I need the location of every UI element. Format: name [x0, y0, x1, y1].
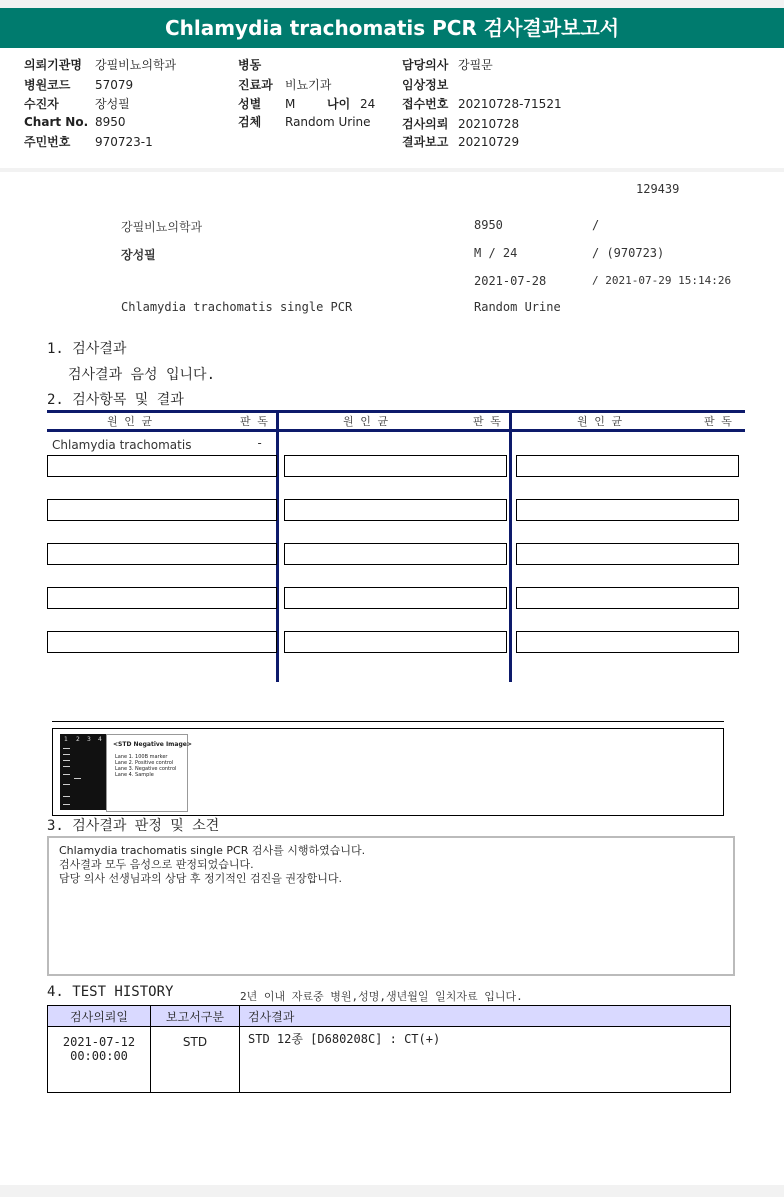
result-cell [47, 587, 277, 609]
test-name: Chlamydia trachomatis single PCR [121, 300, 353, 314]
section1-title: 1. 검사결과 [47, 341, 127, 357]
col-head-result: 판 독 [473, 415, 501, 428]
birth-date: / (970723) [592, 246, 665, 260]
header-request-date: 검사의뢰 20210728 [402, 117, 520, 131]
col-head-result: 판 독 [704, 415, 732, 428]
header-report-date: 결과보고 20210729 [402, 135, 520, 149]
gel-electrophoresis-image [60, 734, 106, 810]
history-header-type: 보고서구분 [151, 1006, 240, 1027]
positive-band [74, 778, 81, 779]
report-title: Chlamydia trachomatis PCR 검사결과보고서 [0, 8, 784, 48]
header-hospital-code: 병원코드 57079 [24, 78, 134, 92]
col-head-result: 판 독 [240, 415, 268, 428]
header-sex: 성별 M [238, 97, 296, 111]
header-specimen: 검체 Random Urine [238, 115, 371, 129]
column-divider [509, 410, 512, 682]
patient-header [0, 48, 784, 168]
result-cell [516, 455, 739, 477]
header-clinical-info: 임상정보 [402, 78, 449, 92]
report-datetime: / 2021-07-29 15:14:26 [592, 274, 732, 287]
result-cell [516, 499, 739, 521]
section4-title: 4. TEST HISTORY [47, 984, 174, 1000]
organism-result: - [256, 436, 264, 450]
organism-name: Chlamydia trachomatis [52, 438, 192, 452]
header-resident-no: 주민번호 970723-1 [24, 135, 153, 149]
slash-separator: / [592, 218, 600, 232]
result-cell [47, 631, 277, 653]
header-chart-no: Chart No. 8950 [24, 115, 126, 129]
header-patient: 수진자 장성필 [24, 97, 130, 111]
result-cell [284, 455, 507, 477]
chart-number: 8950 [474, 218, 503, 232]
sex-age: M / 24 [474, 246, 518, 260]
table-row [48, 1027, 731, 1093]
header-hospital: 의뢰기관명 강필비뇨의학과 [24, 58, 177, 72]
lane-number: 4 [98, 736, 102, 743]
header-ward: 병동 [238, 58, 262, 72]
header-department: 진료과 비뇨기과 [238, 78, 332, 92]
history-date: 2021-07-12 00:00:00 [48, 1027, 151, 1093]
result-cell [47, 543, 277, 565]
result-cell [284, 499, 507, 521]
section2-title: 2. 검사항목 및 결과 [47, 392, 184, 408]
history-header-date: 검사의뢰일 [48, 1006, 151, 1027]
opinion-line: 검사결과 모두 음성으로 판정되었습니다. [59, 858, 254, 871]
result-cell [47, 455, 277, 477]
col-head-organism: 원 인 균 [107, 415, 153, 428]
gel-legend-box [106, 734, 192, 812]
result-cell [284, 587, 507, 609]
lane-number: 2 [76, 736, 80, 743]
image-top-rule [52, 721, 724, 722]
lane-number: 3 [87, 736, 91, 743]
section3-title: 3. 검사결과 판정 및 소견 [47, 818, 220, 834]
result-cell [516, 587, 739, 609]
header-receipt-no: 접수번호 20210728-71521 [402, 97, 562, 111]
specimen: Random Urine [474, 300, 561, 314]
col-head-organism: 원 인 균 [343, 415, 389, 428]
request-date: 2021-07-28 [474, 274, 547, 288]
result-cell [284, 543, 507, 565]
test-history-table [47, 1005, 731, 1093]
result-cell [516, 543, 739, 565]
header-age: 나이 24 [327, 97, 376, 111]
header-doctor: 담당의사 강필문 [402, 58, 493, 72]
gel-legend: Lane 1. 100B marker Lane 2. Positive control Lane 3. Negative control Lane 4. Sample [115, 754, 177, 778]
lane-number: 1 [64, 736, 68, 743]
result-cell [284, 631, 507, 653]
report-paper [0, 172, 784, 1185]
opinion-line: Chlamydia trachomatis single PCR 검사를 시행하였습니다. [59, 844, 366, 857]
marker-bands [63, 748, 70, 749]
result-cell [47, 499, 277, 521]
patient-name: 장성필 [121, 248, 156, 262]
result-summary: 검사결과 음성 입니다. [68, 367, 216, 383]
history-type: STD [151, 1027, 240, 1093]
col-head-organism: 원 인 균 [577, 415, 623, 428]
history-header-result: 검사결과 [240, 1006, 731, 1027]
history-note: 2년 이내 자료중 병원,성명,생년월일 일치자료 입니다. [240, 990, 523, 1003]
result-cell [516, 631, 739, 653]
clinic-name: 강필비뇨의학과 [121, 220, 203, 234]
report-number: 129439 [636, 182, 680, 196]
table-header-rule [47, 429, 745, 432]
opinion-line: 담당 의사 선생님과의 상담 후 정기적인 검진을 권장합니다. [59, 872, 342, 885]
gel-caption: <STD Negative Image> [113, 741, 192, 748]
opinion-box [47, 836, 735, 976]
history-result: STD 12종 [D680208C] : CT(+) [240, 1027, 731, 1093]
